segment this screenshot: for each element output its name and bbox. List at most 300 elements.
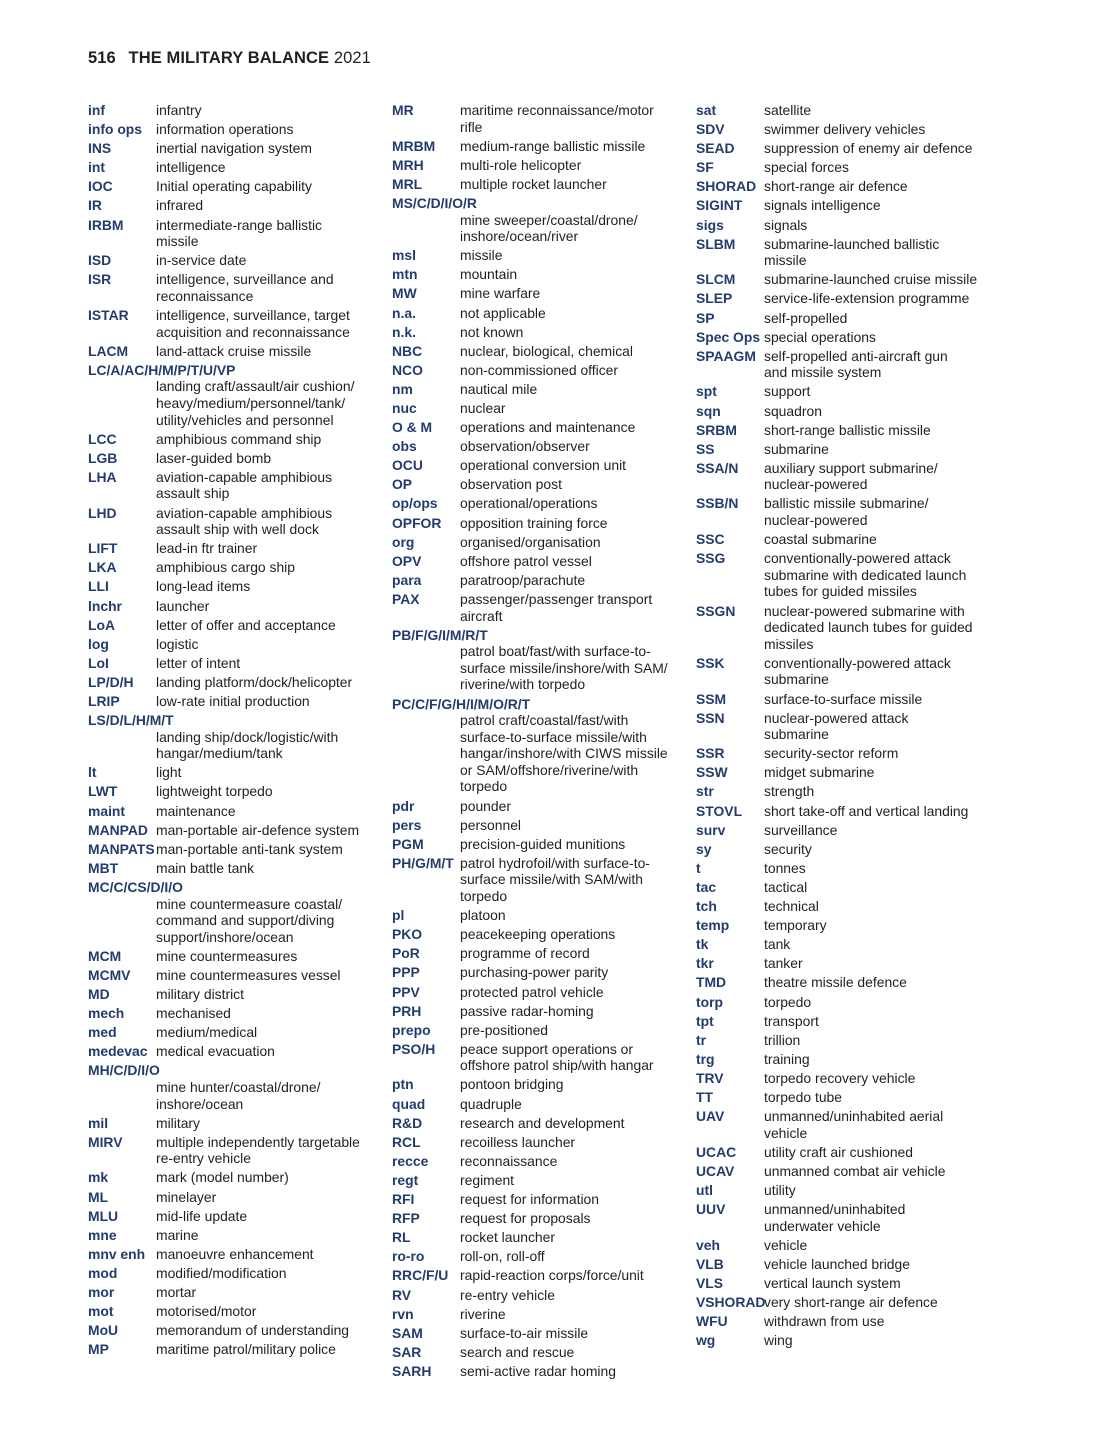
definition-line: missile [156, 233, 199, 250]
definition-line: surface-to-surface missile/with [460, 728, 647, 745]
definition [764, 403, 986, 420]
definition-line: not known [460, 323, 524, 340]
glossary-entry [88, 178, 378, 195]
definition [460, 305, 682, 322]
definition-line: missiles [764, 635, 814, 652]
definition-line: request for proposals [460, 1210, 591, 1227]
glossary-entry [392, 515, 682, 532]
glossary-entry [392, 285, 682, 302]
definition-line: request for information [460, 1191, 599, 1208]
definition-line: transport [764, 1012, 819, 1029]
definition [460, 400, 682, 417]
definition [156, 197, 378, 214]
definition [156, 1169, 378, 1186]
definition-line: surface missile/with SAM/with [460, 871, 643, 888]
definition [460, 1022, 682, 1039]
definition-line: research and development [460, 1114, 625, 1131]
definition [460, 419, 682, 436]
definition [156, 1322, 378, 1339]
definition-line: manoeuvre enhancement [156, 1245, 314, 1262]
glossary-entry [696, 403, 986, 420]
definition-line: service-life-extension programme [764, 290, 970, 307]
glossary-entry [88, 1284, 378, 1301]
glossary-entry [392, 324, 682, 341]
glossary-entry [88, 674, 378, 691]
definition [156, 764, 378, 781]
definition [460, 138, 682, 155]
definition-line: amphibious cargo ship [156, 559, 295, 576]
definition [764, 178, 986, 195]
abbreviation: SLEP [696, 290, 733, 307]
definition-line: operational/operations [460, 495, 598, 512]
abbreviation: sqn [696, 402, 721, 419]
definition [764, 1201, 986, 1234]
definition-line: torpedo [764, 993, 812, 1010]
abbreviation: maint [88, 802, 126, 819]
definition-line: special operations [764, 328, 876, 345]
glossary-entry [696, 955, 986, 972]
definition [460, 362, 682, 379]
glossary-entry [696, 441, 986, 458]
definition-line: not applicable [460, 304, 546, 321]
definition-line: submarine-launched cruise missile [764, 271, 978, 288]
abbreviation: rvn [392, 1305, 414, 1322]
definition [764, 1108, 986, 1141]
abbreviation: LHD [88, 504, 117, 521]
abbreviation: SS [696, 440, 715, 457]
glossary-entry [392, 855, 682, 905]
definition [156, 674, 378, 691]
definition-line: landing platform/dock/helicopter [156, 673, 353, 690]
glossary-entry [88, 764, 378, 781]
glossary-entry [88, 617, 378, 634]
definition-line: operations and maintenance [460, 419, 636, 436]
glossary-entry [696, 550, 986, 600]
definition-line: inshore/ocean [156, 1095, 244, 1112]
glossary-entry [392, 1153, 682, 1170]
definition [156, 505, 378, 538]
glossary-entry [88, 121, 378, 138]
definition-line: information operations [156, 121, 294, 138]
glossary-entry [88, 540, 378, 557]
definition [156, 1227, 378, 1244]
definition-line: nuclear-powered submarine with [764, 602, 965, 619]
definition [764, 783, 986, 800]
definition-line: intelligence, surveillance, target [156, 307, 350, 324]
glossary-entry [696, 383, 986, 400]
glossary-entry [392, 907, 682, 924]
definition-line: hangar/medium/tank [156, 745, 283, 762]
definition-line: security [764, 840, 812, 857]
abbreviation: mod [88, 1264, 118, 1281]
abbreviation: mor [88, 1284, 115, 1300]
definition-line: utility [764, 1181, 796, 1198]
glossary-entry [88, 197, 378, 214]
definition [764, 1294, 986, 1311]
definition [460, 324, 682, 341]
abbreviation: med [88, 1024, 117, 1041]
abbreviation: VSHORAD [696, 1294, 766, 1310]
definition-line: tubes for guided missiles [764, 583, 917, 600]
definition-line: surveillance [764, 821, 838, 838]
definition [156, 1246, 378, 1263]
abbreviation: surv [696, 821, 726, 838]
definition [764, 236, 986, 269]
abbreviation: int [88, 159, 105, 176]
definition-line: underwater vehicle [764, 1217, 881, 1234]
definition [764, 1013, 986, 1030]
definition-line: unmanned/uninhabited aerial [764, 1108, 944, 1125]
glossary-entry [88, 1169, 378, 1186]
glossary-entry [392, 1363, 682, 1380]
definition-line: rapid-reaction corps/force/unit [460, 1267, 644, 1284]
definition-line: regiment [460, 1171, 515, 1188]
definition-line: suppression of enemy air defence [764, 140, 973, 157]
glossary-entry [88, 1246, 378, 1263]
definition [156, 252, 378, 269]
abbreviation: MC/C/CS/D/I/O [88, 878, 183, 895]
abbreviation: MD [88, 986, 110, 1002]
definition-line: multiple independently targetable [156, 1133, 360, 1150]
definition-line: recoilless launcher [460, 1133, 576, 1150]
definition-line: submarine [764, 440, 829, 457]
glossary-entry [88, 159, 378, 176]
glossary-entry [88, 1265, 378, 1282]
abbreviation: LLI [88, 578, 109, 595]
definition-line: vertical launch system [764, 1274, 901, 1291]
definition-line: security-sector reform [764, 745, 899, 762]
glossary-entry [392, 1076, 682, 1093]
glossary-entry [696, 348, 986, 381]
definition [764, 1051, 986, 1068]
definition-line: reconnaissance [460, 1152, 558, 1169]
abbreviation: PPP [392, 964, 420, 981]
glossary-entry [696, 691, 986, 708]
glossary-entry [88, 252, 378, 269]
definition [460, 476, 682, 493]
definition [460, 1363, 682, 1380]
glossary-entry [392, 1306, 682, 1323]
abbreviation: nm [392, 380, 413, 397]
abbreviation: LoA [88, 616, 116, 633]
glossary-entry [696, 764, 986, 781]
glossary-entry [392, 696, 682, 796]
definition [460, 836, 682, 853]
definition [764, 329, 986, 346]
glossary-entry [392, 247, 682, 264]
definition [460, 381, 682, 398]
glossary-entry [696, 803, 986, 820]
definition [764, 348, 986, 381]
glossary-entry [392, 138, 682, 155]
definition-line: lightweight torpedo [156, 783, 273, 800]
abbreviation: temp [696, 917, 730, 934]
definition-line: swimmer delivery vehicles [764, 121, 926, 138]
abbreviation: SSA/N [696, 459, 739, 476]
abbreviation: UUV [696, 1201, 726, 1218]
definition [460, 1306, 682, 1323]
definition [460, 1172, 682, 1189]
definition [156, 636, 378, 653]
glossary-entry [88, 1189, 378, 1206]
abbreviation: LoI [88, 654, 109, 671]
abbreviation: IRBM [88, 216, 124, 233]
definition-line: technical [764, 898, 819, 915]
definition [764, 1237, 986, 1254]
definition-line: training [764, 1050, 810, 1067]
abbreviation: SAR [392, 1343, 422, 1360]
definition-line: missile [764, 252, 807, 269]
definition [764, 441, 986, 458]
glossary-entry [696, 495, 986, 528]
abbreviation: SSR [696, 745, 725, 762]
definition-line: low-rate initial production [156, 693, 310, 709]
glossary-entry [696, 879, 986, 896]
definition-line: laser-guided bomb [156, 449, 272, 466]
abbreviation: pdr [392, 797, 415, 814]
definition [764, 1313, 986, 1330]
definition-line: platoon [460, 907, 506, 924]
glossary-entry [392, 1287, 682, 1304]
definition-line: missile [460, 247, 503, 264]
abbreviation: SSB/N [696, 495, 739, 512]
glossary-entry [392, 1041, 682, 1074]
glossary-entry [696, 1013, 986, 1030]
abbreviation: op/ops [392, 495, 438, 512]
glossary-entry [696, 422, 986, 439]
definition-line: temporary [764, 917, 827, 934]
glossary-entry [392, 176, 682, 193]
abbreviation: quad [392, 1095, 426, 1112]
abbreviation: RFI [392, 1191, 415, 1208]
glossary-entry [696, 1144, 986, 1161]
definition [764, 1089, 986, 1106]
glossary-entry [696, 1237, 986, 1254]
definition-line: mine hunter/coastal/drone/ [156, 1078, 321, 1095]
definition-line: reconnaissance [156, 287, 254, 304]
definition-line: heavy/medium/personnel/tank/ [156, 395, 346, 411]
definition-line: offshore patrol ship/with hangar [460, 1057, 654, 1074]
glossary-entry [392, 926, 682, 943]
definition [156, 1043, 378, 1060]
definition [156, 1079, 378, 1112]
abbreviation: SAM [392, 1324, 423, 1341]
glossary-entry [88, 598, 378, 615]
definition-line: organised/organisation [460, 533, 601, 550]
definition-line: nuclear-powered [764, 476, 868, 493]
abbreviation: MBT [88, 859, 119, 876]
abbreviation: LS/D/L/H/M/T [88, 712, 174, 729]
glossary-entry [696, 271, 986, 288]
definition-line: theatre missile defence [764, 974, 907, 991]
glossary-entry [392, 1248, 682, 1265]
definition-line: intermediate-range ballistic [156, 216, 322, 233]
glossary-entry [696, 841, 986, 858]
glossary-entry [392, 817, 682, 834]
abbreviation: MP [88, 1341, 109, 1358]
definition-line: aircraft [460, 607, 503, 624]
definition [156, 860, 378, 877]
glossary-entry [88, 967, 378, 984]
abbreviation: OP [392, 476, 413, 493]
glossary-entry [696, 783, 986, 800]
definition-line: pre-positioned [460, 1021, 549, 1038]
definition [764, 879, 986, 896]
definition [764, 803, 986, 820]
glossary-entry [696, 1032, 986, 1049]
abbreviation: PC/C/F/G/H/I/M/O/R/T [392, 695, 531, 712]
abbreviation: n.a. [392, 304, 416, 321]
definition [156, 822, 378, 839]
glossary-entry [392, 476, 682, 493]
definition [764, 271, 986, 288]
abbreviation: SP [696, 309, 715, 326]
definition-line: rifle [460, 118, 483, 135]
abbreviation: MoU [88, 1322, 119, 1339]
glossary-entry [88, 1322, 378, 1339]
definition [764, 290, 986, 307]
definition-line: re-entry vehicle [156, 1150, 251, 1167]
glossary-entry [88, 217, 378, 250]
definition [460, 591, 682, 624]
glossary-entry [88, 559, 378, 576]
definition-line: submarine-launched ballistic [764, 235, 940, 252]
definition-line: coastal submarine [764, 531, 877, 548]
glossary-entry [392, 305, 682, 322]
glossary-entry [696, 1294, 986, 1311]
definition-line: trillion [764, 1031, 801, 1048]
abbreviation: UAV [696, 1108, 725, 1125]
glossary-entry [392, 591, 682, 624]
definition [156, 967, 378, 984]
glossary-entry [392, 984, 682, 1001]
abbreviation: ISTAR [88, 307, 129, 324]
abbreviation: mnv enh [88, 1245, 146, 1262]
glossary-entry [392, 1003, 682, 1020]
abbreviation: STOVL [696, 802, 743, 819]
abbreviation: SRBM [696, 421, 737, 438]
definition [156, 1005, 378, 1022]
definition [460, 855, 682, 905]
definition-line: passive radar-homing [460, 1002, 594, 1019]
definition [460, 553, 682, 570]
glossary-entry [88, 307, 378, 340]
definition-line: vehicle [764, 1236, 808, 1253]
definition [460, 798, 682, 815]
glossary-entry [88, 343, 378, 360]
definition [764, 422, 986, 439]
definition-line: very short-range air defence [764, 1294, 938, 1310]
definition [156, 783, 378, 800]
glossary-entry [392, 572, 682, 589]
definition-line: protected patrol vehicle [460, 983, 604, 1000]
definition-line: semi-active radar homing [460, 1362, 616, 1379]
abbreviation: para [392, 571, 422, 588]
definition [764, 310, 986, 327]
abbreviation: tk [696, 936, 709, 953]
glossary-entry [88, 1134, 378, 1167]
abbreviation: msl [392, 247, 416, 264]
definition-line: tonnes [764, 859, 806, 876]
definition [460, 1191, 682, 1208]
definition [156, 343, 378, 360]
abbreviation: nuc [392, 400, 417, 416]
definition-line: roll-on, roll-off [460, 1248, 545, 1265]
definition-line: mountain [460, 266, 518, 283]
glossary-entry [392, 1267, 682, 1284]
abbreviation: UCAC [696, 1143, 737, 1160]
glossary-entry [696, 1051, 986, 1068]
abbreviation: SLBM [696, 235, 736, 252]
definition-line: operational conversion unit [460, 457, 627, 474]
abbreviation: n.k. [392, 323, 416, 340]
glossary-entry [88, 948, 378, 965]
definition-line: auxiliary support submarine/ [764, 459, 938, 476]
definition [764, 550, 986, 600]
definition-line: utility/vehicles and personnel [156, 411, 334, 428]
abbreviation: spt [696, 383, 717, 400]
abbreviation: NCO [392, 361, 423, 378]
glossary-entry [392, 343, 682, 360]
definition-line: light [156, 764, 182, 781]
abbreviation: SSK [696, 654, 725, 671]
definition [460, 1076, 682, 1093]
glossary-entry [392, 945, 682, 962]
definition [764, 898, 986, 915]
definition-line: vehicle launched bridge [764, 1255, 910, 1272]
glossary-entry [88, 783, 378, 800]
glossary-entry [392, 964, 682, 981]
definition-line: mine sweeper/coastal/drone/ [460, 211, 638, 228]
abbreviation: SSG [696, 550, 726, 567]
definition-line: inertial navigation system [156, 140, 312, 157]
definition-line: peace support operations or [460, 1040, 633, 1057]
abbreviation: LWT [88, 783, 118, 800]
definition-line: in-service date [156, 252, 247, 269]
definition-line: submarine [764, 671, 829, 688]
definition-line: marine [156, 1226, 199, 1243]
abbreviation: ISD [88, 252, 112, 269]
abbreviation: MRL [392, 175, 423, 192]
definition-line: surface-to-surface missile [764, 690, 923, 707]
definition [460, 1134, 682, 1151]
definition-line: command and support/diving [156, 912, 335, 929]
definition-line: maritime patrol/military police [156, 1341, 336, 1358]
definition-line: special forces [764, 159, 849, 176]
publication-title: THE MILITARY BALANCE [128, 49, 330, 67]
definition [156, 948, 378, 965]
definition-line: maintenance [156, 802, 236, 819]
abbreviation: ISR [88, 271, 112, 288]
glossary-entry [88, 1043, 378, 1060]
abbreviation: pers [392, 816, 422, 833]
definition-line: nuclear [460, 400, 506, 416]
definition [460, 157, 682, 174]
abbreviation: PH/G/M/T [392, 854, 454, 871]
definition-line: infantry [156, 102, 202, 118]
definition [764, 994, 986, 1011]
definition [764, 1032, 986, 1049]
definition [156, 1134, 378, 1167]
glossary-entry [696, 178, 986, 195]
definition [460, 457, 682, 474]
glossary-entry [88, 1208, 378, 1225]
abbreviation: R&D [392, 1114, 423, 1131]
abbreviation: RRC/F/U [392, 1267, 449, 1284]
abbreviation: mtn [392, 266, 418, 283]
abbreviation: tpt [696, 1012, 714, 1029]
definition-line: torpedo recovery vehicle [764, 1069, 916, 1086]
